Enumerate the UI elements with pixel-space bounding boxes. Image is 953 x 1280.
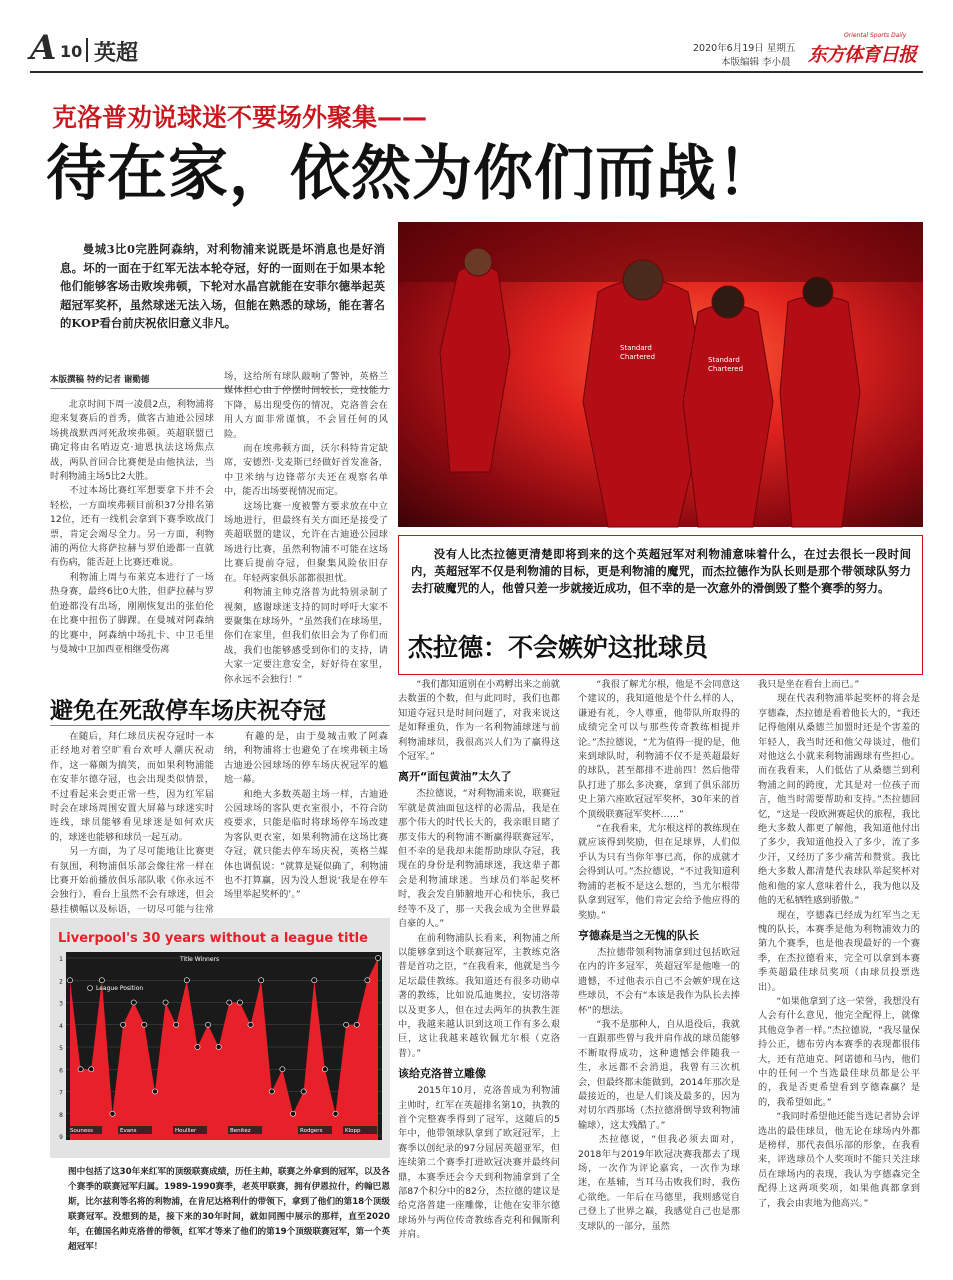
section-2-col-1: 在随后，拜仁球员庆祝夺冠时一本正经地对着空旷看台欢呼人潮庆祝动作，这一幕颇为搞笑，而如果利物浦能在安菲尔德夺冠，也会出现类似情景，不过看起来会更正常一些，因为红军届时会在球场周围安置大屏幕与球迷实时连线，球员能够看见球迷是如何欢庆的，球迷也能够和球员一起互动。 另一方面，为了尽可能地让比赛更有氛围，利物浦俱乐部会像往常一样在比赛开始前播放俱乐部队歌《你永远不会独行》，看台上虽然不会有球迷，但会悬挂横幅以及标语，一切尽可能与往常 [50, 731, 214, 915]
chart-point [99, 978, 104, 983]
chart-point [78, 1067, 83, 1072]
s3c2-para-b: 杰拉德带领利物浦拿到过包括欧冠在内的许多冠军，英超冠军是他唯一的遗憾，不过他表示自己不会嫉妒现在这些球员，不会有“本该是我作为队长去捧杯”的想法。 “我不是那种人，自从退役后，我就一直跟那些曾与我并肩作战的球员能够不断取得成功，这种遗憾会伴随我一生，永远都不会消退，我曾有三次机会，但最终都未能做到，2014年那次是最接近的，也是人们谈及最多的，因为对切尔西那场（杰拉德滑倒导致利物浦输球），这太残酷了。” 杰拉德说，“但我必须去面对，2018年与2019年欧冠决赛我都去了现场，一次作为评论嘉宾，一次作为球迷，在基辅，当耳马击败我们时，我伤心欲绝。一年后在马德里，我则感觉自己登上了世界之巅，我感觉自己也是那支球队的一部分，虽然 [578, 946, 740, 1232]
chart-point [216, 1044, 221, 1049]
page-number: 10 [60, 42, 83, 61]
chart-point [280, 1067, 285, 1072]
page-letter: A [30, 28, 57, 68]
headline: 待在家，依然为你们而战！ [46, 139, 778, 209]
player-silhouettes [398, 222, 923, 527]
player-right [780, 296, 860, 527]
kicker: 克洛普劝说球迷不要场外聚集—— [52, 103, 428, 132]
chart-point [259, 978, 264, 983]
paper-logo [808, 30, 923, 66]
editor-line: 本版编辑 李小晨 [721, 57, 791, 68]
chart-y-tick: 2 [59, 978, 63, 986]
lead-paragraph: 曼城3比0完胜阿森纳，对利物浦来说既是坏消息也是好消息。坏的一面在于红军无法本轮夺冠，好的一面则在于如果本轮他们能够客场击败埃弗顿，下轮对水晶宫就能在安菲尔德举起英超冠军奖杯，虽然球迷无法入场，但能在熟悉的球场，能在著名的KOP看台前庆祝依旧意义非凡。 [60, 242, 385, 330]
chart-point [237, 1000, 242, 1005]
chart-manager-label: Houllier [175, 1128, 197, 1134]
chart-title: Liverpool's 30 years without a league title [58, 931, 368, 946]
chart-point [131, 1000, 136, 1005]
header-divider [86, 38, 88, 62]
header-rule [30, 71, 923, 73]
section-3-col-1 [398, 678, 560, 1260]
section-3-title: 杰拉德：不会嫉妒这批球员 [408, 633, 709, 662]
section-3-col-3: 我只是坐在看台上而已。” 现在代表利物浦举起奖杯的将会是亨德森，杰拉德是看着他长大的，“我还记得他刚从桑德兰加盟时还是个害羞的年轻人，我当时还和他父母谈过，他们对他这么小就来利物浦踢球有些担心。而在我看来，人们低估了从桑德兰到利物浦之间的跨度，尤其是对一位孩子而言，他当时需要帮助和支持。”杰拉德回忆，“这是一段欧洲赛起伏的旅程，我比绝大多数人都更了解他，我知道他付出了多少，我知道他投入了多少，流了多少汗，又经历了多少痛苦和赞赏。我比绝大多数人都清楚代表球队举起奖杯对他和他的家人意味着什么，我为他以及他的无私牺牲感到骄傲。” 现在，亨德森已经成为红军当之无愧的队长，本赛季是他为利物浦效力的第九个赛季，也是他表现最好的一个赛季，在杰拉德看来，完全可以拿到本赛季英超最佳球员奖项（由球员投票选出）。 “如果他拿到了这一荣誉，我想没有人会有什么意见，他完全配得上，就像其他竞争者一样。”杰拉德说，“我尽量保持公正，德布劳内本赛季的表现都很伟大，还有范迪克、阿诺德和马内，他们中的任何一个当选最佳球员都是公平的，我是否更希望看到亨德森赢？是的，我希望如此。” “我同时希望他还能当选记者协会评选出的最佳球员，他无论在球场内外都是榜样，那代表俱乐部的形象，在我看来，评选球员个人奖项时不能只关注球员在球场内的表现，我认为亨德森完全配得上这两项奖项，如果他真都拿到了，我会由衷地为他高兴。” [758, 679, 920, 1209]
chart-point [89, 1067, 94, 1072]
chart-y-tick: 3 [59, 1000, 63, 1008]
chart-legend-dot [88, 986, 93, 991]
liverpool-chart [50, 918, 390, 1158]
chart-svg [50, 918, 390, 1158]
chart-y-tick: 7 [59, 1089, 63, 1097]
hero-photo [398, 222, 923, 527]
paper-name-cn: 东方体育日报 [808, 44, 917, 66]
section-name: 英超 [94, 41, 139, 66]
chart-y-tick: 8 [59, 1111, 63, 1119]
player-center-right [683, 305, 773, 528]
section-3-col-2 [578, 678, 740, 1260]
chart-point [344, 1022, 349, 1027]
chart-point [195, 1044, 200, 1049]
page-header [30, 28, 923, 76]
article-col-2: 场，这给所有球队敲响了警钟，英格兰媒体担心由于停摆时间较长，竞技能力下降，易出现受伤的情况，克洛普会在用人方面非常谨慎，不会冒任何的风险。 而在埃弗顿方面，沃尔科特肯定缺席，安德烈·戈麦斯已经做好首发准备，中卫米纳与边锋蒂尔夫还在观察名单中，能否出场要视情况而定。 这场比赛一度被警方要求放在中立场地进行，但最终有关方面还是接受了英超联盟的建议，允许在古迪逊公园球场进行比赛，虽然利物浦不可能在这场比赛后提前夺冠，但聚集风险依旧存在。年轻两家俱乐部都很担忧。 利物浦主帅克洛普为此特别录制了视频，感谢球迷支持的同时呼吁大家不要聚集在球场外，“虽然我们在球场里，你们在家里，但我们依旧会为了你们而战，我们也能够感受到你们的支持，请大家一定要注意安全，好好待在家里，你永远不会独行！” [224, 371, 388, 685]
svg-text:Standard: Standard [620, 344, 652, 352]
chart-y-tick: 9 [59, 1134, 63, 1141]
chart-y-tick: 4 [59, 1022, 63, 1030]
quote-text: 没有人比杰拉德更清楚即将到来的这个英超冠军对利物浦意味着什么，在过去很长一段时间内，英超冠军不仅是利物浦的目标，更是利物浦的魔咒，而杰拉德作为队长则是那个带领球队努力去打破魔咒的人，他曾只差一步就接近成功，但不幸的是一次意外的滑倒毁了整个赛季的努力。 [411, 547, 911, 595]
s3c2-subhead: 亨德森是当之无愧的队长 [578, 928, 699, 942]
chart-point [67, 978, 72, 983]
chart-point [227, 1000, 232, 1005]
byline: 本版撰稿 特约记者 谢勤德 [50, 375, 150, 385]
chart-point [333, 1111, 338, 1116]
player-left [440, 265, 510, 473]
s3c1-subhead-a: 离开“面包黄油”太久了 [398, 770, 512, 784]
s3c1-para-b: 杰拉德说，“对利物浦来说，联赛冠军就是黄油面包这样的必需品，我是在那个伟大的时代长大的，我亲眼目睹了那支伟大的利物浦不断赢得联赛冠军，但不幸的是我却未能帮助球队夺冠，我现在的身份是利物浦球迷，我这辈子都会是利物浦球迷。当球员们举起奖杯时，我会发自肺腑地开心和快乐，我已经等不及了，那一天我会成为全世界最自豪的人。” 在前利物浦队长看来，利物浦之所以能够拿到这个联赛冠军，主教练克洛普是首功之臣，“在我看来，他就是当今足坛最佳教练。我知道还有很多功勋卓著的教练，比如说瓜迪奥拉，安切洛蒂以及更多人，但在过去两年的执教生涯中，我越来越认识到这项工作有多么艰巨，这让我越来越钦佩尤尔根（克洛普）。” [398, 788, 560, 1059]
chart-point [290, 1111, 295, 1116]
section-2-title: 避免在死敌停车场庆祝夺冠 [50, 697, 326, 724]
chart-point [269, 1089, 274, 1094]
date-line: 2020年6月19日 星期五 [693, 43, 796, 54]
chart-y-tick: 6 [59, 1067, 63, 1075]
chart-point [375, 955, 380, 960]
chart-point [322, 1067, 327, 1072]
chart-y-tick: 5 [59, 1045, 63, 1052]
chart-y-tick: 1 [59, 956, 63, 963]
chart-point [142, 1022, 147, 1027]
article-col-1: 北京时间下周一凌晨2点，利物浦将迎来复赛后的首秀，做客古迪逊公园球场挑战默西河死敌埃弗顿。英超联盟已确定将由名哨迈克·迪恩执法这场焦点战，两队首回合比赛便是由他执法，当时利物浦主场5比2大胜。 不过本场比赛红军想要拿下并不会轻松，一方面埃弗顿目前积37分排名第12位，还有一线机会拿到下赛季欧战门票，肯定会竭尽全力。另一方面，利物浦的两位大将萨拉赫与罗伯逊都一直就有伤病，能否赶上比赛还难说。 利物浦上周与布莱克本进行了一场热身赛，最终6比0大胜，但萨拉赫与罗伯逊都没有出场，刚刚恢复出的张伯伦在比赛中扭伤了脚踝。在曼城对阿森纳的比赛中，阿森纳中场扎卡、中卫毛里与曼城中卫加西亚相继受伤离 [50, 399, 214, 655]
chart-point [248, 1022, 253, 1027]
chart-point [312, 978, 317, 983]
chart-point [121, 1022, 126, 1027]
svg-text:Chartered: Chartered [620, 353, 656, 361]
s3c2-para-a: “我很了解尤尔根，他是不会同意这个建议的，我知道他是个什么样的人，谦逊有礼，令人尊重，他带队所取得的成绩完全可以与那些传奇教练相提并论。”杰拉德说，“尤为值得一提的是，他来到球队时，利物浦不仅不是英超最好的球队，甚至都排不进前四！然后他带队打进了那么多决赛，拿到了俱乐部历史上第六座欧冠冠军奖杯，30年来的首个顶级联赛冠军奖杯……” “在我看来，尤尔根这样的教练现在就应该得到奖励，但在足球界，人们似乎认为只有当你年事已高，你的成就才会得到认可。”杰拉德说，“不过我知道利物浦的老板不是这么想的，当尤尔根带队拿到冠军，他们肯定会给予他应得的奖励。” [578, 679, 740, 921]
chart-manager-label: Klopp [345, 1128, 361, 1134]
chart-manager-label: Rodgers [300, 1128, 323, 1134]
chart-point [301, 1089, 306, 1094]
chart-manager-label: Souness [70, 1128, 93, 1134]
section-2-col-2: 有趣的是，由于曼城击败了阿森纳，利物浦将士也避免了在埃弗顿主场古迪逊公园球场的停车场庆祝冠军的尴尬一幕。 和绝大多数英超主场一样，古迪逊公园球场的客队更衣室很小，不符合防疫要求，只能是临时将球场停车场改建为客队更衣室，如果利物浦在这场比赛夺冠，就只能去停车场庆祝，英格兰媒体也调侃说：“就算是疑似确了，利物浦也不打算赢，因为没人想说‘我是在停车场里举起奖杯的’。” [224, 731, 388, 901]
chart-point [205, 1022, 210, 1027]
chart-point [365, 978, 370, 983]
chart-point [110, 1111, 115, 1116]
chart-point [354, 1022, 359, 1027]
section-2-rule [50, 725, 390, 726]
s3c1-para-c: 2015年10月，克洛普成为利物浦主帅时，红军在英超排名第10，执教的首个完整赛季得到了冠军，这随后的5年中，他带领球队拿到了欧冠冠军，上赛季以创纪录的97分屈居英超亚军，但连续第二个赛季打进欧冠决赛并最终问鼎，本赛季还会今天到利物浦拿到了全部87个积分中的82分，杰拉德的建议是给克洛普建一座雕像，让他在安菲尔德球场外与两位传奇教练香克利和佩斯利并肩。 [398, 1085, 560, 1241]
chart-point [184, 978, 189, 983]
chart-point [174, 1022, 179, 1027]
chart-legend-titles: Title Winners [180, 956, 220, 963]
s3c1-para-a: “我们都知道别在小鸡孵出来之前就去数蛋的个数，但与此同时，我们也都知道夺冠只是时间问题了，对我来说这是如释重负，作为一名利物浦球迷与前利物浦球员，我很高兴人们为了赢得这个冠军。” [398, 679, 560, 763]
chart-point [163, 1000, 168, 1005]
svg-text:Standard: Standard [708, 356, 740, 364]
chart-manager-label: Evans [120, 1128, 137, 1134]
chart-caption: 图中包括了这30年来红军的顶级联赛成绩，历任主帅，联赛之外拿到的冠军，以及各个赛季的联赛冠军归属。1989-1990赛季，老英甲联赛，拥有伊恩拉什，约翰巴恩斯，比尔兹利等名将的利物浦，在肯尼达格利什的带领下，拿到了他们的第18个顶级联赛冠军。没想到的是，接下来的30年时间，就如同图中展示的那样，直至2020年，在德国名帅克洛普的带领，红军才等来了他们的第19个顶级联赛冠军，第一个英超冠军！ [68, 1167, 390, 1252]
chart-legend-position: League Position [96, 985, 144, 992]
chart-manager-label: Benitez [230, 1128, 251, 1134]
paper-name-en: Oriental Sports Daily [844, 32, 907, 39]
svg-text:Chartered: Chartered [708, 365, 744, 373]
s3c1-subhead-b: 该给克洛普立雕像 [398, 1067, 486, 1081]
chart-point [152, 1089, 157, 1094]
